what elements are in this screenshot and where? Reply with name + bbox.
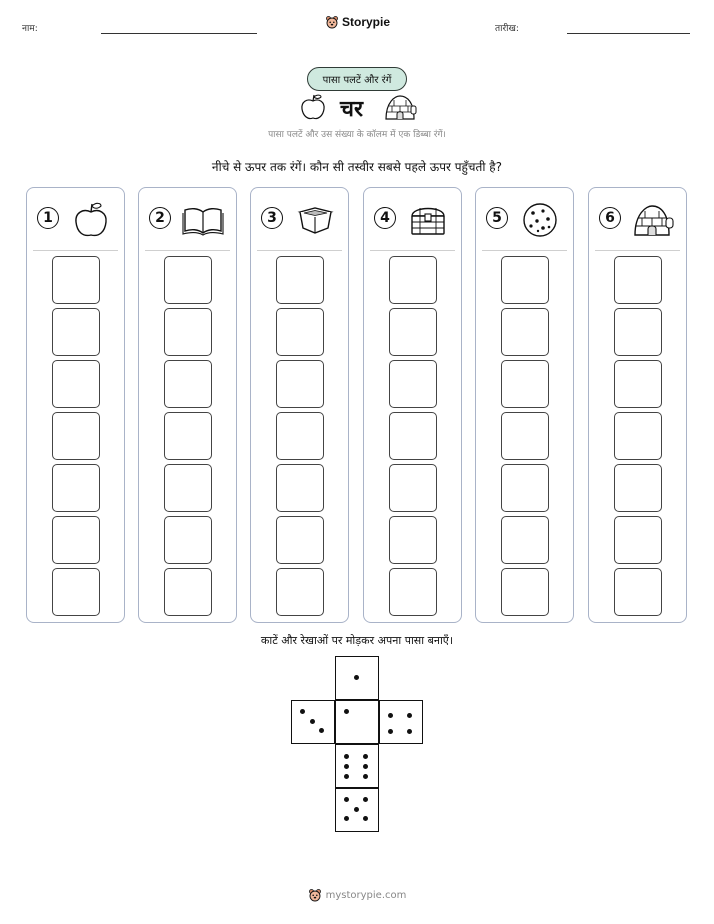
footer xyxy=(0,888,714,902)
igloo-icon xyxy=(631,200,675,240)
color-box[interactable] xyxy=(614,256,662,304)
dice-face-1 xyxy=(335,700,379,744)
instruction-text: नीचे से ऊपर तक रंगें। कौन सी तस्वीर सबसे पहले ऊपर पहुँचती है? xyxy=(211,160,503,174)
color-box[interactable] xyxy=(276,568,324,616)
column-number: 4 xyxy=(374,207,396,229)
cookie-icon xyxy=(518,200,562,240)
dice-pip xyxy=(300,709,305,714)
dice-pip xyxy=(363,754,368,759)
igloo-icon xyxy=(383,92,417,122)
color-box[interactable] xyxy=(501,464,549,512)
color-box[interactable] xyxy=(276,412,324,460)
color-box[interactable] xyxy=(389,308,437,356)
column-1 xyxy=(26,187,125,623)
bear-icon xyxy=(308,888,322,902)
column-divider xyxy=(370,250,455,251)
column-2 xyxy=(138,187,237,623)
apple-icon xyxy=(298,92,328,122)
column-number: 3 xyxy=(261,207,283,229)
color-box[interactable] xyxy=(389,568,437,616)
activity-badge: पासा पलटें और रंगें xyxy=(307,67,407,91)
dice-face-4 xyxy=(379,700,423,744)
column-4 xyxy=(363,187,462,623)
name-label: नाम: xyxy=(22,24,38,34)
dice-face-5 xyxy=(335,788,379,832)
color-box[interactable] xyxy=(52,516,100,564)
color-box[interactable] xyxy=(164,308,212,356)
color-box[interactable] xyxy=(164,464,212,512)
dice-pip xyxy=(344,816,349,821)
dice-pip xyxy=(354,675,359,680)
box-icon xyxy=(293,200,337,240)
brand-name: Storypie xyxy=(342,15,391,29)
date-line[interactable] xyxy=(567,33,690,34)
dice-pip xyxy=(344,774,349,779)
column-number: 2 xyxy=(149,207,171,229)
column-divider xyxy=(482,250,567,251)
color-box[interactable] xyxy=(164,412,212,460)
dice-pip xyxy=(354,807,359,812)
dice-pip xyxy=(344,764,349,769)
color-box[interactable] xyxy=(614,360,662,408)
dice-face-3 xyxy=(291,700,335,744)
color-box[interactable] xyxy=(52,360,100,408)
dice-face-1 xyxy=(335,656,379,700)
color-box[interactable] xyxy=(52,568,100,616)
dice-face-6 xyxy=(335,744,379,788)
cut-instruction: काटें और रेखाओं पर मोड़कर अपना पासा बनाएँ। xyxy=(260,634,454,647)
color-box[interactable] xyxy=(164,360,212,408)
column-6 xyxy=(588,187,687,623)
dice-pip xyxy=(407,729,412,734)
color-box[interactable] xyxy=(276,464,324,512)
color-box[interactable] xyxy=(614,464,662,512)
treasure-chest-icon xyxy=(406,200,450,240)
name-line[interactable] xyxy=(101,33,257,34)
color-box[interactable] xyxy=(501,308,549,356)
column-divider xyxy=(595,250,680,251)
dice-pip xyxy=(388,729,393,734)
color-box[interactable] xyxy=(389,412,437,460)
color-box[interactable] xyxy=(52,464,100,512)
column-3 xyxy=(250,187,349,623)
color-box[interactable] xyxy=(164,516,212,564)
column-number: 1 xyxy=(37,207,59,229)
subtitle: पासा पलटें और उस संख्या के कॉलम में एक डिब्बा रंगें। xyxy=(268,130,446,140)
color-box[interactable] xyxy=(389,360,437,408)
color-box[interactable] xyxy=(614,412,662,460)
color-box[interactable] xyxy=(501,568,549,616)
color-box[interactable] xyxy=(276,308,324,356)
color-box[interactable] xyxy=(52,256,100,304)
color-box[interactable] xyxy=(389,464,437,512)
color-box[interactable] xyxy=(389,516,437,564)
book-icon xyxy=(181,200,225,240)
column-number: 6 xyxy=(599,207,621,229)
dice-pip xyxy=(363,764,368,769)
color-box[interactable] xyxy=(389,256,437,304)
dice-pip xyxy=(363,774,368,779)
dice-pip xyxy=(344,709,349,714)
bear-icon xyxy=(325,15,339,29)
color-box[interactable] xyxy=(276,516,324,564)
color-box[interactable] xyxy=(276,256,324,304)
color-box[interactable] xyxy=(501,516,549,564)
page-title: चर xyxy=(340,97,363,122)
color-box[interactable] xyxy=(614,308,662,356)
dice-pip xyxy=(363,816,368,821)
color-box[interactable] xyxy=(501,256,549,304)
color-box[interactable] xyxy=(164,256,212,304)
column-number: 5 xyxy=(486,207,508,229)
color-box[interactable] xyxy=(501,360,549,408)
color-box[interactable] xyxy=(52,412,100,460)
color-box[interactable] xyxy=(164,568,212,616)
column-divider xyxy=(145,250,230,251)
dice-pip xyxy=(319,728,324,733)
dice-pip xyxy=(407,713,412,718)
color-box[interactable] xyxy=(614,568,662,616)
dice-pip xyxy=(363,797,368,802)
color-box[interactable] xyxy=(614,516,662,564)
dice-pip xyxy=(310,719,315,724)
apple-icon xyxy=(69,200,113,240)
column-divider xyxy=(33,250,118,251)
color-box[interactable] xyxy=(52,308,100,356)
date-label: तारीख: xyxy=(495,24,519,34)
footer-url[interactable]: mystorypie.com xyxy=(325,889,407,901)
dice-pip xyxy=(344,754,349,759)
brand-logo xyxy=(325,15,390,29)
dice-pip xyxy=(388,713,393,718)
color-box[interactable] xyxy=(276,360,324,408)
column-5 xyxy=(475,187,574,623)
dice-pip xyxy=(344,797,349,802)
column-divider xyxy=(257,250,342,251)
color-box[interactable] xyxy=(501,412,549,460)
